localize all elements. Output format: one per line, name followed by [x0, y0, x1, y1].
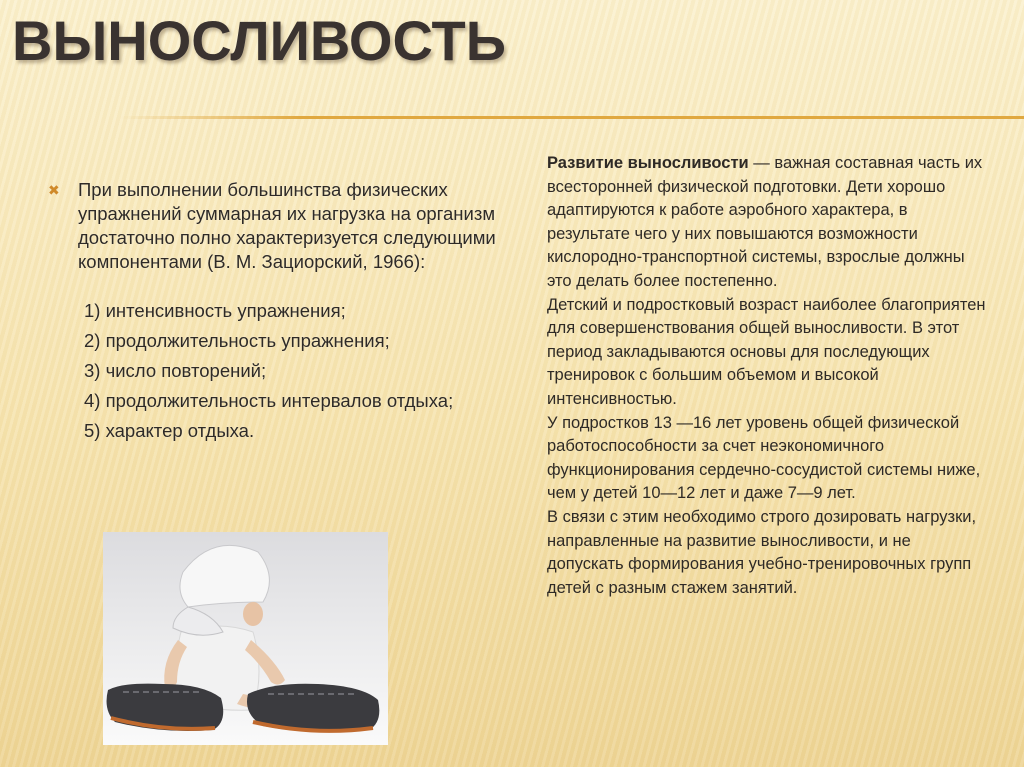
bullet-item	[46, 178, 516, 274]
bullet-text: При выполнении большинства физических упражнений суммарная их нагрузка на организм достаточно полно характеризуется следующими компонентами (В. М. Зациорский, 1966):	[78, 179, 496, 272]
x-mark-icon: ✖	[48, 182, 60, 198]
load-components-list	[84, 296, 516, 446]
photo-illustration	[103, 532, 388, 745]
left-column	[46, 178, 516, 446]
right-column	[547, 152, 987, 600]
paragraph: У подростков 13 —16 лет уровень общей физической работоспособности за счет неэкономичного функционирования сердечно-сосудистой системы ниже, чем у детей 10—12 лет и даже 7—9 лет.	[547, 413, 981, 503]
slide-title: ВЫНОСЛИВОСТЬ	[12, 9, 506, 72]
list-item: 2) продолжительность упражнения;	[84, 330, 390, 351]
intro-bold-term: Развитие выносливости	[547, 154, 749, 172]
list-item: 4) продолжительность интервалов отдыха;	[84, 390, 454, 411]
list-item: 1) интенсивность упражнения;	[84, 300, 346, 321]
list-item: 5) характер отдыха.	[84, 420, 255, 441]
intro-paragraph	[547, 152, 987, 294]
paragraph: Детский и подростковый возраст наиболее благоприятен для совершенствования общей выносливости. В этот период закладываются основы для последующих тренировок с большим объемом и высокой интенсивностью.	[547, 295, 986, 408]
child-with-big-sneakers-photo	[103, 532, 388, 745]
intro-text: — важная составная часть их всесторонней физической подготовки. Дети хорошо адаптируются к работе аэробного характера, в результате чего у них повышаются возможности кислородно-транспортной системы, взрослые должны это делать более постепенно.	[547, 154, 983, 290]
list-item: 3) число повторений;	[84, 360, 267, 381]
paragraph: В связи с этим необходимо строго дозировать нагрузки, направленные на развитие выносливости, и не допускать формирования учебно-тренировочных групп детей с разным стажем занятий.	[547, 507, 977, 597]
title-underline	[120, 116, 1024, 119]
